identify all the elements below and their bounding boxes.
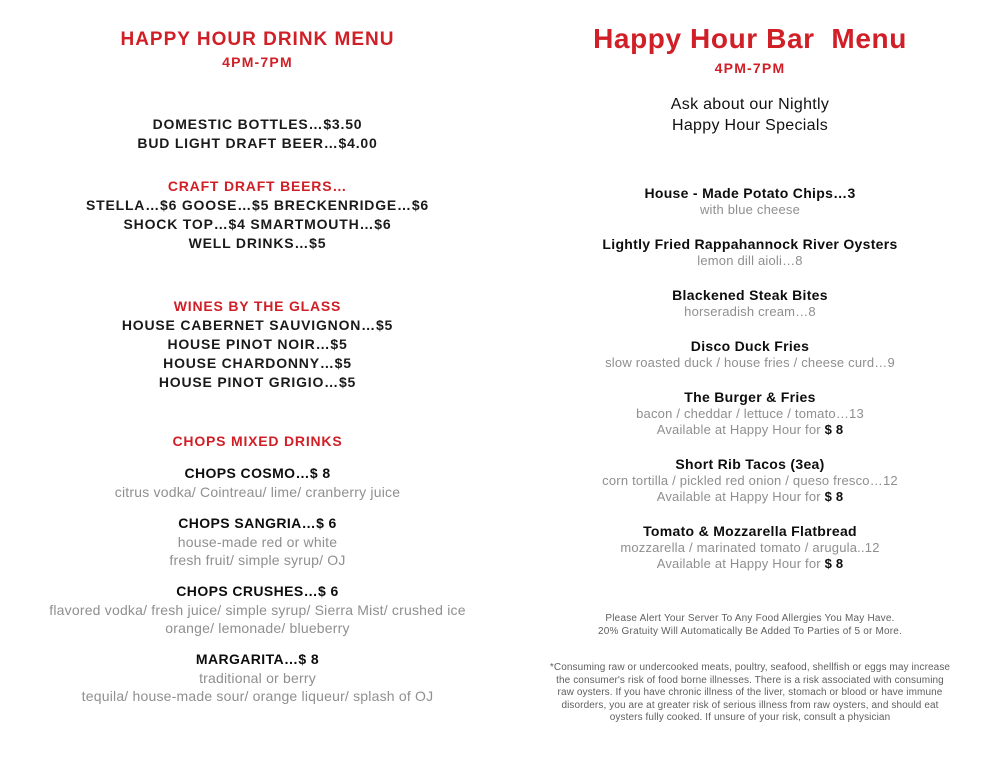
- food-item: [520, 337, 980, 371]
- craft-beer-section: [25, 177, 490, 253]
- beer-section: [25, 115, 490, 153]
- happy-hour-price-line: [520, 489, 980, 505]
- tagline-line: Ask about our Nightly: [670, 96, 830, 113]
- menu-line: WELL DRINKS…$5: [188, 235, 327, 251]
- drink-item: [25, 582, 490, 637]
- food-desc: lemon dill aioli…8: [697, 253, 803, 268]
- food-desc: corn tortilla / pickled red onion / queso fresco…12: [602, 473, 898, 488]
- raw-food-disclaimer: *Consuming raw or undercooked meats, poultry, seafood, shellfish or eggs may increase the consumer's risk of food borne illnesses. There is a risk associated with consuming raw oysters. If you have chronic illness of the liver, stomach or blood or have immune disorders, you are at greater risk of serious illness from raw oysters, and should eat oysters fully cooked. If unsure of your risk, consult a physician: [549, 662, 951, 723]
- menu-line: SHOCK TOP…$4 SMARTMOUTH…$6: [123, 216, 392, 232]
- food-item-list: [520, 184, 980, 572]
- food-name: The Burger & Fries: [684, 389, 816, 405]
- food-name: Short Rib Tacos (3ea): [675, 456, 825, 472]
- drink-name: CHOPS COSMO…$ 8: [184, 465, 331, 481]
- happy-hour-price-text: Available at Happy Hour for: [656, 489, 825, 504]
- happy-hour-price-line: [520, 556, 980, 572]
- food-name: Lightly Fried Rappahannock River Oysters: [602, 236, 898, 252]
- drink-name: CHOPS SANGRIA…$ 6: [178, 515, 337, 531]
- food-name: House - Made Potato Chips…3: [644, 185, 856, 201]
- gratuity-note: 20% Gratuity Will Automatically Be Added To Parties of 5 or More.: [597, 626, 903, 637]
- food-desc: slow roasted duck / house fries / cheese curd…9: [605, 355, 895, 370]
- happy-hour-price: $ 8: [824, 422, 844, 437]
- happy-hour-price-line: [520, 422, 980, 438]
- drink-desc: house-made red or white: [177, 534, 338, 550]
- craft-beer-heading: CRAFT DRAFT BEERS…: [167, 178, 348, 194]
- drink-menu-hours: 4PM-7PM: [222, 54, 293, 70]
- food-item: [520, 522, 980, 572]
- food-name: Tomato & Mozzarella Flatbread: [643, 523, 857, 539]
- food-item: [520, 286, 980, 320]
- drink-desc: traditional or berry: [199, 670, 316, 686]
- menu-line: HOUSE CHARDONNY…$5: [163, 355, 352, 371]
- happy-hour-price: $ 8: [824, 489, 844, 504]
- food-item: [520, 235, 980, 269]
- food-desc: horseradish cream…8: [684, 304, 816, 319]
- bar-menu-title: Happy Hour Bar Menu: [593, 23, 907, 54]
- menu-line: DOMESTIC BOTTLES…$3.50: [152, 116, 363, 132]
- menu-line: HOUSE CABERNET SAUVIGNON…$5: [121, 317, 394, 333]
- menu-line: HOUSE PINOT GRIGIO…$5: [158, 374, 357, 390]
- food-item: [520, 455, 980, 505]
- food-item: [520, 388, 980, 438]
- happy-hour-price: $ 8: [824, 556, 844, 571]
- drink-desc: tequila/ house-made sour/ orange liqueur/ splash of OJ: [81, 688, 434, 704]
- mixed-drinks-heading: CHOPS MIXED DRINKS: [172, 433, 343, 449]
- drink-desc: orange/ lemonade/ blueberry: [165, 620, 350, 636]
- wine-heading: WINES BY THE GLASS: [173, 298, 342, 314]
- menu-line: STELLA…$6 GOOSE…$5 BRECKENRIDGE…$6: [85, 197, 430, 213]
- food-desc: mozzarella / marinated tomato / arugula..12: [620, 540, 880, 555]
- bar-menu-column: [520, 22, 980, 725]
- drink-name: MARGARITA…$ 8: [195, 651, 320, 667]
- menu-line: HOUSE PINOT NOIR…$5: [167, 336, 348, 352]
- drink-desc: citrus vodka/ Cointreau/ lime/ cranberry juice: [114, 484, 401, 500]
- allergy-note: Please Alert Your Server To Any Food Allergies You May Have.: [605, 613, 895, 624]
- drink-item: [25, 464, 490, 501]
- drink-name: CHOPS CRUSHES…$ 6: [176, 583, 339, 599]
- drink-item: [25, 650, 490, 705]
- food-desc: with blue cheese: [699, 202, 801, 217]
- wine-section: [25, 297, 490, 392]
- nightly-specials-tagline: [520, 94, 980, 136]
- mixed-drinks-section: [25, 432, 490, 705]
- drink-menu-title: HAPPY HOUR DRINK MENU: [120, 29, 395, 50]
- food-name: Disco Duck Fries: [690, 338, 810, 354]
- tagline-line: Happy Hour Specials: [672, 117, 828, 134]
- drink-desc: flavored vodka/ fresh juice/ simple syrup/ Sierra Mist/ crushed ice: [49, 602, 466, 618]
- drink-desc: fresh fruit/ simple syrup/ OJ: [169, 552, 346, 568]
- happy-hour-price-text: Available at Happy Hour for: [656, 556, 825, 571]
- menu-line: BUD LIGHT DRAFT BEER…$4.00: [137, 135, 378, 151]
- food-desc: bacon / cheddar / lettuce / tomato…13: [636, 406, 864, 421]
- food-name: Blackened Steak Bites: [672, 287, 828, 303]
- allergy-gratuity-notes: [520, 612, 980, 638]
- bar-menu-hours: 4PM-7PM: [714, 60, 786, 76]
- drink-menu-column: [25, 28, 490, 705]
- drink-item: [25, 514, 490, 569]
- food-item: [520, 184, 980, 218]
- happy-hour-price-text: Available at Happy Hour for: [656, 422, 825, 437]
